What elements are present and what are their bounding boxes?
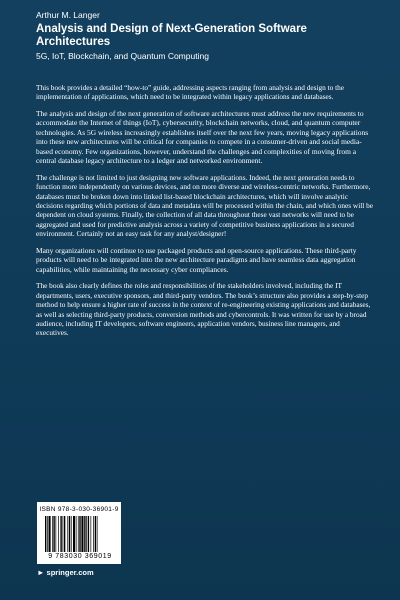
- barcode-bar: [95, 516, 96, 552]
- barcode-bar: [56, 516, 57, 552]
- barcode-bar: [58, 516, 59, 552]
- blurb-paragraph: The analysis and design of the next generation of software architectures must address the new requirements to accommodate the Internet of things (IoT), cybersecurity, blockchain networks, cloud, and quantum computer technologies. As 5G wireless increasingly establishes itself over the next few years, moving legacy applications into these new architectures will be critical for companies to compete in a consumer-driven and social media-based economy. Few organizations, however, understand the challenges and complexities of moving from a central database legacy architecture to a ledger and networked environment.: [36, 108, 369, 166]
- barcode-digits: 9 783030 369019: [48, 553, 112, 560]
- barcode-bar: [84, 516, 85, 552]
- barcode-bar: [52, 516, 53, 552]
- barcode-bar: [78, 516, 79, 552]
- isbn-label: ISBN 978-3-030-36901-9: [39, 506, 119, 513]
- barcode-bar: [45, 516, 46, 552]
- barcode-bar: [93, 516, 94, 552]
- barcode-bar: [71, 516, 72, 552]
- cover-header: [36, 10, 376, 61]
- barcode-bar: [91, 516, 92, 552]
- isbn-barcode: [37, 502, 121, 564]
- barcode-bar: [60, 516, 61, 552]
- blurb: [36, 83, 374, 345]
- barcode-bar: [73, 516, 75, 552]
- barcode-bar: [86, 516, 87, 552]
- blurb-paragraph: This book provides a detailed “how-to” guide, addressing aspects ranging from analysis and design to the implementation of applications, which need to be integrated within legacy applications and databases.: [36, 83, 345, 102]
- arrow-icon: ►: [37, 568, 45, 577]
- barcode-bar: [63, 516, 64, 552]
- barcode-bar: [69, 516, 70, 552]
- blurb-paragraph: Many organizations will continue to use packaged products and open-source applications. These third-party products will need to be integrated into the new architecture paradigms and have seamless data aggregation capabilities, while maintaining the necessary cyber compliances.: [36, 245, 357, 274]
- publisher-link: springer.com: [46, 568, 94, 577]
- publisher-url: [37, 568, 94, 577]
- book-title: Analysis and Design of Next-Generation Software Architectures: [36, 23, 307, 48]
- barcode-bar: [53, 516, 54, 552]
- barcode-bar: [49, 516, 51, 552]
- barcode-bar: [97, 516, 98, 552]
- barcode-bar: [81, 516, 83, 552]
- author-name: Arthur M. Langer: [36, 10, 100, 20]
- blurb-paragraph: The challenge is not limited to just designing new software applications. Indeed, the next generation needs to function more independently on various devices, and on more diverse and wireless-centric networks. Furthermore, databases must be broken down into linked list-based blockchain architectures, which will involve analytic decisions regarding which portions of data and metadata will be processed within the chain, and which ones will be dependent on cloud systems. Finally, the collection of all data throughout these vast networks will need to be aggregated and used for predictive analysis across a variety of competitive business applications in a secured environment. Certainly not an easy task for any analyst/designer!: [36, 172, 373, 239]
- barcode-bar: [76, 516, 77, 552]
- barcode-bar: [88, 516, 89, 552]
- barcode-bar: [47, 516, 48, 552]
- barcode-bar: [64, 516, 65, 552]
- barcode-bar: [79, 516, 80, 552]
- barcode-bars: [45, 516, 115, 552]
- book-subtitle: 5G, IoT, Blockchain, and Quantum Computing: [36, 51, 209, 61]
- barcode-bar: [67, 516, 68, 552]
- blurb-paragraph: The book also clearly defines the roles and responsibilities of the stakeholders involved, including the IT departments, users, executive sponsors, and third-party vendors. The book’s structure also provides a step-by-step method to help ensure a higher rate of success in the context of re-engineering existing applications and databases, as well as selecting third-party products, conversion methods and cybercontrols. It was written for use by a broad audience, including IT developers, software engineers, application vendors, business line managers, and executives.: [36, 281, 371, 338]
